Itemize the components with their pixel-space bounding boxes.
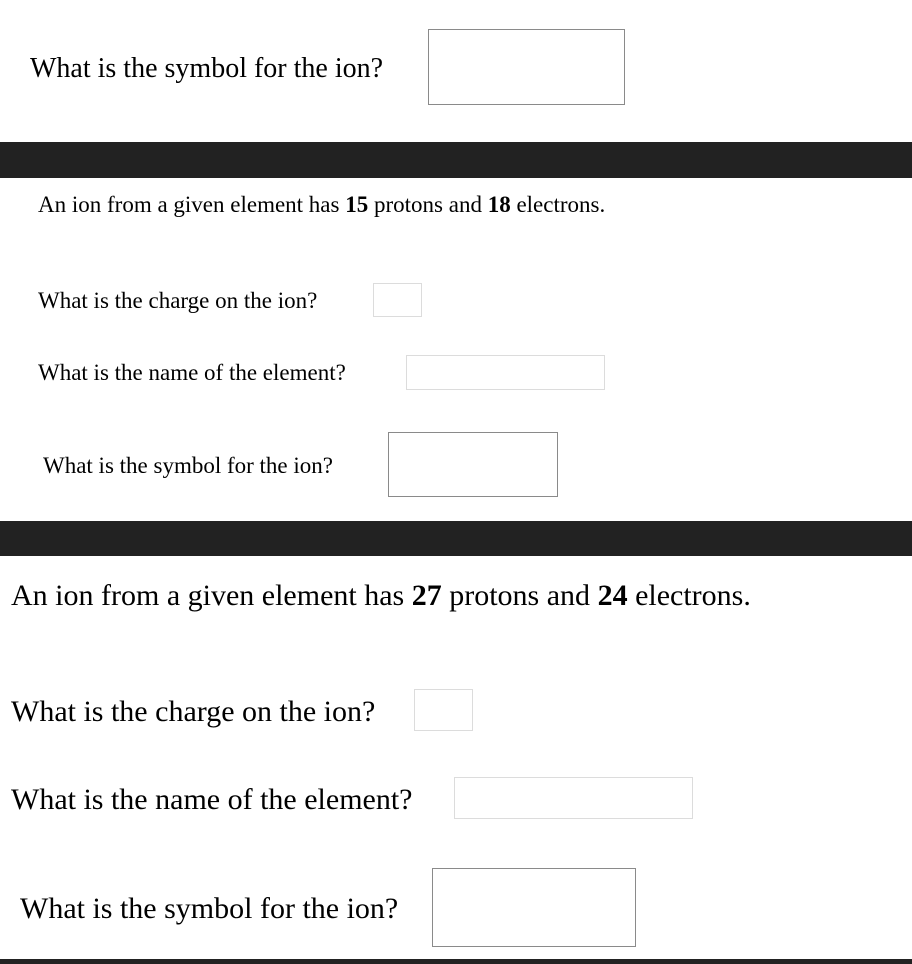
charge-input[interactable]: [414, 689, 473, 731]
charge-question-label: What is the charge on the ion?: [11, 695, 376, 728]
protons-text: protons and: [449, 579, 591, 612]
intro-text: An ion from a given element has: [38, 192, 340, 217]
charge-question-label: What is the charge on the ion?: [38, 288, 318, 313]
intro-text: An ion from a given element has: [11, 579, 405, 612]
protons-count: 27: [411, 579, 442, 612]
ion-description: [38, 193, 605, 216]
symbol-question-label: What is the symbol for the ion?: [30, 53, 384, 84]
symbol-input[interactable]: [388, 432, 558, 497]
section-divider: [0, 521, 912, 556]
symbol-question-label: What is the symbol for the ion?: [20, 892, 399, 925]
electrons-text: electrons.: [635, 579, 751, 612]
section-divider: [0, 142, 912, 178]
element-name-input[interactable]: [454, 777, 693, 819]
ion-description: [11, 581, 751, 611]
protons-text: protons and: [373, 192, 482, 217]
element-name-question-label: What is the name of the element?: [11, 783, 413, 816]
symbol-input[interactable]: [432, 868, 636, 947]
element-name-input[interactable]: [406, 355, 605, 390]
electrons-count: 18: [487, 192, 511, 217]
symbol-input[interactable]: [428, 29, 625, 105]
electrons-count: 24: [597, 579, 628, 612]
bottom-divider: [0, 959, 912, 964]
element-name-question-label: What is the name of the element?: [38, 360, 346, 385]
symbol-question-label: What is the symbol for the ion?: [43, 453, 333, 478]
electrons-text: electrons.: [516, 192, 606, 217]
charge-input[interactable]: [373, 283, 422, 317]
protons-count: 15: [345, 192, 369, 217]
